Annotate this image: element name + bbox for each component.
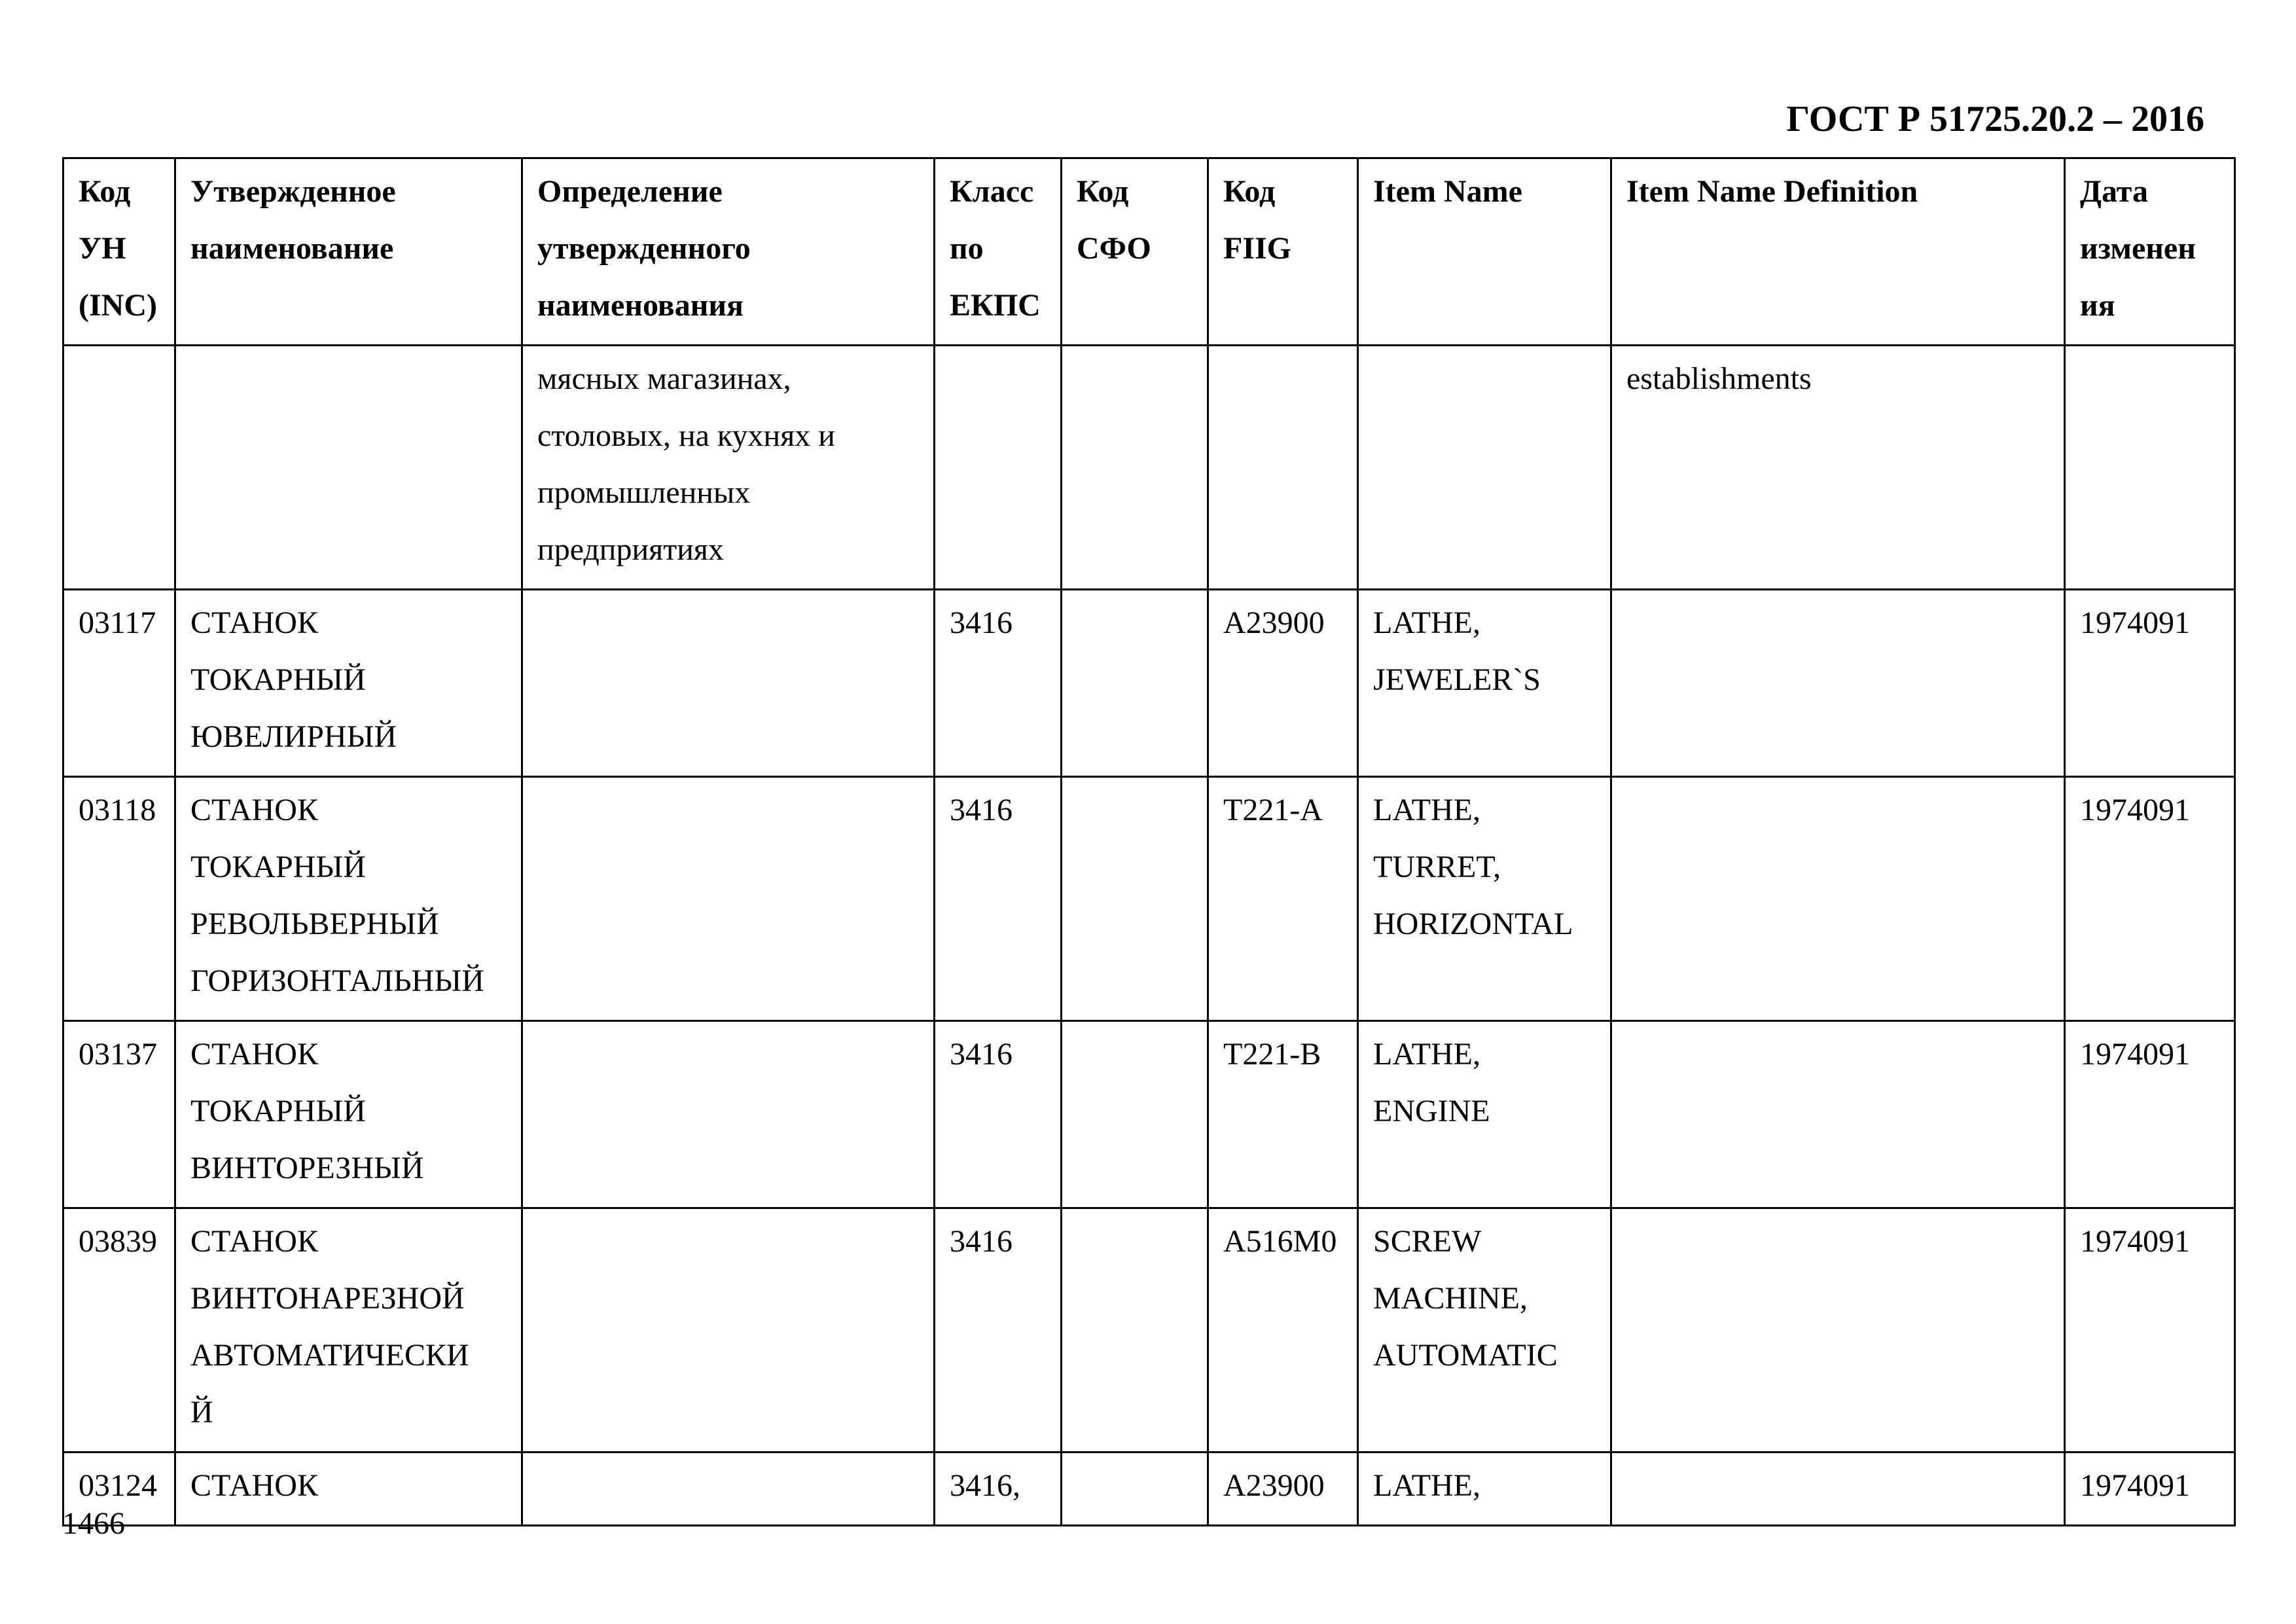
approved-name-cell — [175, 346, 522, 590]
cell-text-line: столовых, на кухнях и — [537, 418, 835, 453]
col-header-sfo-code — [1062, 158, 1208, 346]
cell-text-line: РЕВОЛЬВЕРНЫЙ — [190, 907, 439, 941]
page-number: 1466 — [62, 1506, 125, 1541]
cell-text-line: 3416 — [950, 1037, 1013, 1072]
table-header-row — [63, 158, 2235, 346]
header-label-line: FIIG — [1223, 231, 1292, 266]
cell-text-line: LATHE, — [1373, 793, 1480, 827]
cell-text-line: 03137 — [79, 1037, 157, 1072]
cell-text-line: AUTOMATIC — [1373, 1338, 1558, 1373]
header-label-line: Код — [1223, 174, 1276, 209]
cell-text-line: 1974091 — [2080, 793, 2190, 827]
item-name-cell — [1358, 1021, 1611, 1208]
approved-name-cell — [175, 1021, 522, 1208]
change-date-cell — [2065, 1453, 2235, 1526]
item-name-definition-cell — [1611, 346, 2065, 590]
cell-text-line: ТОКАРНЫЙ — [190, 850, 366, 884]
col-header-item-name-definition — [1611, 158, 2065, 346]
item-name-definition-cell — [1611, 1021, 2065, 1208]
cell-text-line: СТАНОК — [190, 605, 318, 640]
cell-text-line: 3416, — [950, 1468, 1020, 1503]
header-label-line: ЕКПС — [950, 288, 1041, 323]
item-name-cell — [1358, 590, 1611, 777]
fiig-code-cell — [1208, 1453, 1358, 1526]
inc-cell — [63, 590, 175, 777]
inc-cell — [63, 1021, 175, 1208]
cell-text-line: 1974091 — [2080, 605, 2190, 640]
inc-cell — [63, 1208, 175, 1453]
fiig-code-cell — [1208, 1208, 1358, 1453]
sfo-code-cell — [1062, 777, 1208, 1021]
document-standard-title: ГОСТ Р 51725.20.2 – 2016 — [1786, 99, 2204, 139]
item-name-cell — [1358, 1208, 1611, 1453]
cell-text-line: A23900 — [1223, 605, 1325, 640]
col-header-ekps-class — [935, 158, 1062, 346]
cell-text-line: СТАНОК — [190, 1224, 318, 1259]
fiig-code-cell — [1208, 346, 1358, 590]
cell-text-line: СТАНОК — [190, 793, 318, 827]
change-date-cell — [2065, 1021, 2235, 1208]
cell-text-line: Й — [190, 1395, 213, 1430]
ekps-class-cell — [935, 590, 1062, 777]
item-name-definition-cell — [1611, 1208, 2065, 1453]
approved-name-cell — [175, 1208, 522, 1453]
fiig-code-cell — [1208, 590, 1358, 777]
fiig-code-cell — [1208, 1021, 1358, 1208]
item-name-definition-cell — [1611, 777, 2065, 1021]
change-date-cell — [2065, 590, 2235, 777]
change-date-cell — [2065, 1208, 2235, 1453]
cell-text-line: A516M0 — [1223, 1224, 1337, 1259]
table-row — [63, 590, 2235, 777]
header-label-line: Item Name Definition — [1626, 174, 1918, 209]
ekps-class-cell — [935, 1208, 1062, 1453]
header-label-line: УН — [79, 231, 126, 266]
table-row — [63, 777, 2235, 1021]
ekps-class-cell — [935, 1021, 1062, 1208]
header-label-line: (INC) — [79, 288, 157, 323]
sfo-code-cell — [1062, 1208, 1208, 1453]
cell-text-line: мясных магазинах, — [537, 361, 791, 396]
cell-text-line: 3416 — [950, 605, 1013, 640]
cell-text-line: СТАНОК — [190, 1037, 318, 1072]
change-date-cell — [2065, 346, 2235, 590]
ekps-class-cell — [935, 777, 1062, 1021]
header-label-line: наименование — [190, 231, 394, 266]
table-row — [63, 1208, 2235, 1453]
name-definition-cell — [522, 1208, 935, 1453]
col-header-fiig-code — [1208, 158, 1358, 346]
cell-text-line: T221-B — [1223, 1037, 1321, 1072]
col-header-approved-name — [175, 158, 522, 346]
table-row — [63, 346, 2235, 590]
header-label-line: по — [950, 231, 984, 266]
name-definition-cell — [522, 1453, 935, 1526]
cell-text-line: SCREW — [1373, 1224, 1482, 1259]
header-label-line: Код — [1077, 174, 1129, 209]
table-body — [63, 346, 2235, 1526]
cell-text-line: 1974091 — [2080, 1468, 2190, 1503]
cell-text-line: ТОКАРНЫЙ — [190, 1094, 366, 1128]
approved-name-cell — [175, 777, 522, 1021]
approved-name-cell — [175, 590, 522, 777]
header-label-line: Дата — [2080, 174, 2148, 209]
cell-text-line: 03124 — [79, 1468, 157, 1503]
cell-text-line: 3416 — [950, 793, 1013, 827]
cell-text-line: 1974091 — [2080, 1037, 2190, 1072]
sfo-code-cell — [1062, 1021, 1208, 1208]
col-header-change-date — [2065, 158, 2235, 346]
table-row — [63, 1453, 2235, 1526]
header-label-line: СФО — [1077, 231, 1151, 266]
cell-text-line: TURRET, — [1373, 850, 1501, 884]
ekps-class-cell — [935, 1453, 1062, 1526]
inc-cell — [63, 346, 175, 590]
col-header-item-name — [1358, 158, 1611, 346]
cell-text-line: ENGINE — [1373, 1094, 1490, 1128]
cell-text-line: LATHE, — [1373, 1037, 1480, 1072]
change-date-cell — [2065, 777, 2235, 1021]
item-name-definition-cell — [1611, 590, 2065, 777]
cell-text-line: 3416 — [950, 1224, 1013, 1259]
cell-text-line: LATHE, — [1373, 1468, 1480, 1503]
fiig-code-cell — [1208, 777, 1358, 1021]
cell-text-line: HORIZONTAL — [1373, 907, 1573, 941]
item-name-cell — [1358, 1453, 1611, 1526]
cell-text-line: АВТОМАТИЧЕСКИ — [190, 1338, 469, 1373]
cell-text-line: СТАНОК — [190, 1468, 318, 1503]
sfo-code-cell — [1062, 590, 1208, 777]
cell-text-line: 03118 — [79, 793, 156, 827]
cell-text-line: 1974091 — [2080, 1224, 2190, 1259]
cell-text-line: ГОРИЗОНТАЛЬНЫЙ — [190, 964, 484, 998]
name-definition-cell — [522, 777, 935, 1021]
header-label-line: Item Name — [1373, 174, 1522, 209]
sfo-code-cell — [1062, 346, 1208, 590]
cell-text-line: JEWELER`S — [1373, 662, 1541, 697]
inc-cell — [63, 777, 175, 1021]
item-name-cell — [1358, 777, 1611, 1021]
item-name-definition-cell — [1611, 1453, 2065, 1526]
cell-text-line: ВИНТОРЕЗНЫЙ — [190, 1151, 424, 1185]
cell-text-line: 03117 — [79, 605, 156, 640]
header-label-line: изменен — [2080, 231, 2196, 266]
cell-text-line: ВИНТОНАРЕЗНОЙ — [190, 1281, 465, 1316]
col-header-inc — [63, 158, 175, 346]
cell-text-line: A23900 — [1223, 1468, 1325, 1503]
cell-text-line: ЮВЕЛИРНЫЙ — [190, 719, 397, 754]
header-label-line: утвержденного — [537, 231, 751, 266]
classification-table — [62, 157, 2236, 1526]
ekps-class-cell — [935, 346, 1062, 590]
cell-text-line: T221-A — [1223, 793, 1323, 827]
sfo-code-cell — [1062, 1453, 1208, 1526]
table-row — [63, 1021, 2235, 1208]
col-header-name-definition — [522, 158, 935, 346]
header-label-line: Определение — [537, 174, 723, 209]
header-label-line: Код — [79, 174, 131, 209]
cell-text-line: промышленных — [537, 475, 751, 510]
cell-text-line: предприятиях — [537, 532, 724, 567]
name-definition-cell — [522, 590, 935, 777]
item-name-cell — [1358, 346, 1611, 590]
cell-text-line: LATHE, — [1373, 605, 1480, 640]
cell-text-line: 03839 — [79, 1224, 157, 1259]
name-definition-cell — [522, 1021, 935, 1208]
approved-name-cell — [175, 1453, 522, 1526]
name-definition-cell — [522, 346, 935, 590]
cell-text-line: MACHINE, — [1373, 1281, 1528, 1316]
header-label-line: ия — [2080, 288, 2115, 323]
cell-text-line: establishments — [1626, 361, 1812, 396]
cell-text-line: ТОКАРНЫЙ — [190, 662, 366, 697]
header-label-line: Утвержденное — [190, 174, 396, 209]
header-label-line: Класс — [950, 174, 1034, 209]
header-label-line: наименования — [537, 288, 744, 323]
